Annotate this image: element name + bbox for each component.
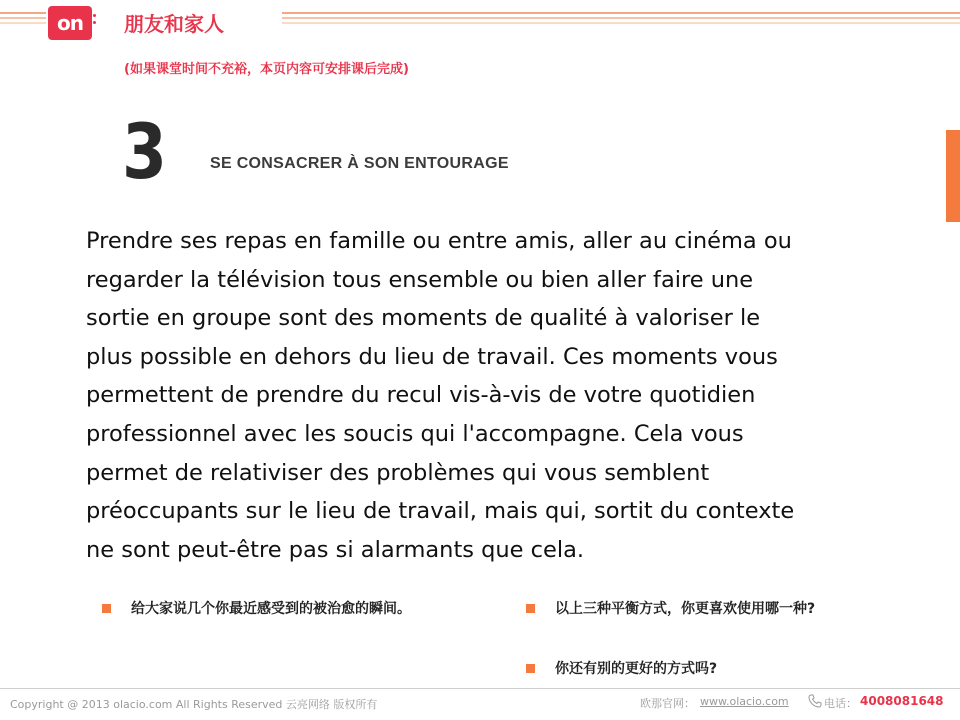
body-line: permet de relativiser des problèmes qui vous semblent <box>86 459 710 486</box>
question-text: 你还有别的更好的方式吗? <box>555 661 718 677</box>
section-number: 3 <box>122 107 167 196</box>
logo-dots-icon <box>93 14 97 30</box>
body-line: regarder la télévision tous ensemble ou bien aller faire une <box>86 266 754 293</box>
footer-site-link[interactable]: www.olacio.com <box>700 695 789 708</box>
square-bullet-icon <box>102 604 111 613</box>
side-marker <box>946 130 960 222</box>
footer-phone-label: 电话： <box>824 697 857 710</box>
footer-phone-number: 4008081648 <box>860 694 944 708</box>
header-decoration-right <box>282 12 960 26</box>
body-paragraph <box>86 222 906 569</box>
body-line: plus possible en dehors du lieu de travail. Ces moments vous <box>86 343 778 370</box>
body-line: ne sont peut-être pas si alarmants que cela. <box>86 536 585 563</box>
body-line: professionnel avec les soucis qui l'accompagne. Cela vous <box>86 420 744 447</box>
footer-site-label: 欧那官网： <box>640 697 695 710</box>
question-item <box>102 598 411 618</box>
question-text: 给大家说几个你最近感受到的被治愈的瞬间。 <box>131 601 411 617</box>
header-decoration-left <box>0 12 46 26</box>
square-bullet-icon <box>526 604 535 613</box>
question-item <box>526 598 815 618</box>
body-line: Prendre ses repas en famille ou entre amis, aller au cinéma ou <box>86 228 792 254</box>
body-line: sortie en groupe sont des moments de qualité à valoriser le <box>86 305 761 332</box>
logo-text: on <box>57 11 83 35</box>
question-text: 以上三种平衡方式，你更喜欢使用哪一种? <box>555 601 816 617</box>
body-line: préoccupants sur le lieu de travail, mais qui, sortit du contexte <box>86 498 795 525</box>
question-item <box>526 658 717 678</box>
page-note: (如果课堂时间不充裕，本页内容可安排课后完成) <box>124 62 409 77</box>
page-title: 朋友和家人 <box>124 12 224 36</box>
body-line: permettent de prendre du recul vis-à-vis de votre quotidien <box>86 382 756 409</box>
olacio-logo <box>48 6 92 40</box>
section-title: SE CONSACRER À SON ENTOURAGE <box>210 155 509 172</box>
square-bullet-icon <box>526 664 535 673</box>
footer-divider <box>0 688 960 689</box>
footer-copyright: Copyright @ 2013 olacio.com All Rights Reserved 云亮网络 版权所有 <box>10 698 378 711</box>
phone-icon <box>808 694 822 708</box>
